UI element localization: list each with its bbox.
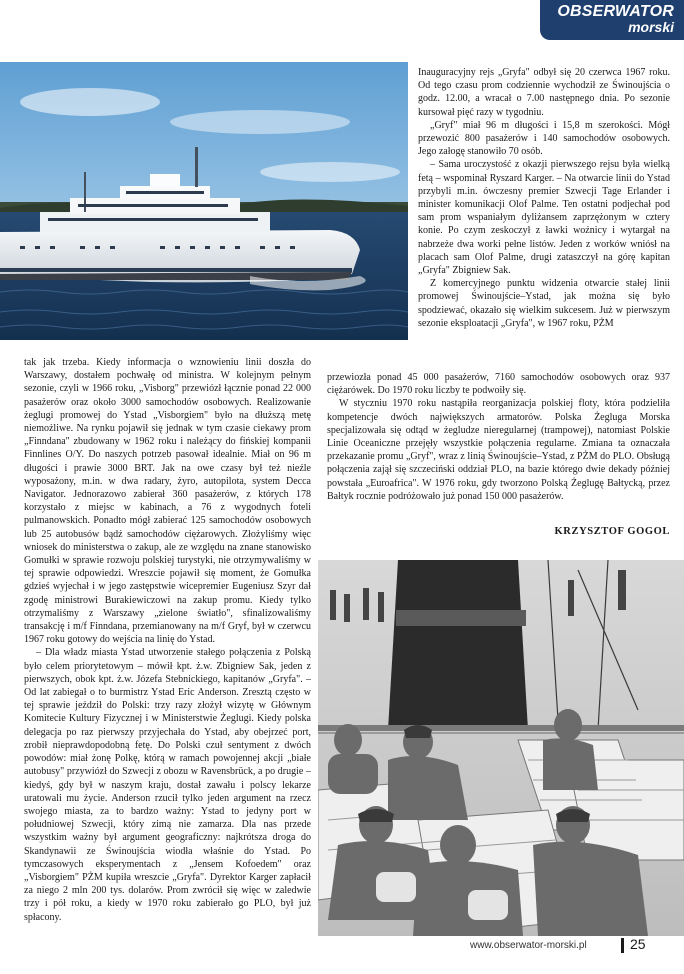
ferry-photo (0, 62, 408, 340)
ferry-photo-image (0, 62, 408, 340)
page-number: 25 (630, 936, 646, 952)
article-paragraph: przewiozła ponad 45 000 pasażerów, 7160 samochodów osobowych oraz 937 ciężarówek. Do 1970 roku liczby te podwoiły się. (327, 372, 670, 397)
article-paragraph: W styczniu 1970 roku nastąpiła reorganizacja polskiej floty, która podzieliła kompetencje dwóch największych armatorów. Polska Żegluga Morska specjalizowała się odtąd w żegludze nieregularnej (trampowej), natomiast Polskie Linie Oceaniczne przejęły wszystkie połączenia regularne. Zmiana ta oznaczała przekazanie promu „Gryf", wraz z linią Świnoujście–Ystad, z PŻM do PLO. Obsługą połączenia zajął się szczeciński oddział PLO, na bazie którego dwie dekady później powstała „Euroafrica". W 1976 roku, gdy tworzono Polską Żeglugę Bałtycką, przez Bałtyk rocznie podróżowało już ponad 150 000 pasażerów. (327, 398, 670, 502)
article-author: KRZYSZTOF GOGOL (554, 526, 670, 537)
article-paragraph: Inauguracyjny rejs „Gryfa" odbył się 20 czerwca 1967 roku. Od tego czasu prom codziennie wychodził ze Świnoujścia o godz. 12.00, a wracał o 7.00 następnego dnia. Po sezonie kursował pięć razy w tygodniu. (418, 67, 670, 118)
article-paragraph: Z komercyjnego punktu widzenia otwarcie stałej linii promowej Świnoujście–Ystad, jak można się było spodziewać, okazało się wielkim sukcesem. Już w pierwszym sezonie eksploatacji „Gryfa", w 1967 roku, PŻM (418, 278, 670, 329)
deck-passengers-photo (318, 560, 684, 936)
article-column-left (24, 356, 311, 936)
deck-passengers-photo-image (318, 560, 684, 936)
masthead-brand-line1: OBSERWATOR (557, 3, 674, 20)
article-column-right-top (418, 66, 670, 371)
masthead-brand-line2: morski (628, 19, 674, 35)
article-paragraph: „Gryf" miał 96 m długości i 15,8 m szerokości. Mógł przewozić 800 pasażerów i 140 samochodów osobowych. Jego załogę stanowiło 70 osób. (418, 119, 670, 158)
footer-website-url: www.obserwator-morski.pl (470, 940, 587, 951)
article-paragraph: – Sama uroczystość z okazji pierwszego rejsu była wielką fetą – wspominał Ryszard Karger. – Na otwarcie linii do Ystad przybyli m.in. ówczesny premier Szwecji Tage Erlander i minister komunikacji Olof Palme. Ten ostatni podjechał pod sam prom wspaniałym dyliżansem zaprzężonym w cztery konie. Po czym zeskoczył z ławki woźnicy i wytargał na nabrzeże dwa worki pełne listów. Jeden z worków wniósł na placach sam Olof Palme, drugi zataszczył na górę kapitan „Gryfa" Zbigniew Sak. (418, 159, 670, 277)
article-paragraph: tak jak trzeba. Kiedy informacja o wznowieniu linii doszła do Warszawy, dostałem pochwałę od ministra. W kolejnym pełnym sezonie, czyli w 1966 roku, „Visborg" przewiózł łącznie ponad 22 000 pasażerów oraz około 3000 samochodów osobowych. Realizowanie żeglugi promowej do Ystad „Visborgiem" było na dłuższą metę niemożliwe. Na rynku pojawił się jednak w tym czasie ciekawy prom „Finndana" zbudowany w 1962 roku i należący do fińskiej kompanii Finnlines O/Y. Do naszych potrzeb pasował idealnie. Miał on 96 m długości i prawie 3000 BRT. Jak na owe czasy był też nieźle wyposażony, m.in. w dwa radary, żyro, autopilota, system Decca Navigator. Jednorazowo zabierał 360 pasażerów, z których 178 korzystało z miejsc w kabinach, a 76 z wygodnych foteli pulmanowskich. Ponadto mógł zabierać 125 samochodów osobowych lub 25 autobusów bądź samochodów ciężarowych. Złożyliśmy więc wniosek do ministerstwa o zakup, ale ze względu na znane stanowisko Gomułki w sprawie rozwoju polskiej turystyki, nie otrzymywaliśmy w tej sprawie odpowiedzi. Wreszcie pojawił się moment, że Gomułka gdzieś wyjechał i w jego zastępstwie wicepremier Eugeniusz Szyr dał zgodę ministrowi Burakiewiczowi na zakup promu. Kiedy tylko otrzymaliśmy z Warszawy „zielone światło", sfinalizowaliśmy transakcję i m/f Finndana, przemianowany na m/f Gryf, był w czerwcu 1967 roku gotowy do wejścia na linię do Ystad. (24, 357, 311, 646)
article-paragraph: – Dla władz miasta Ystad utworzenie stałego połączenia z Polską było celem priorytetowym – mówił kpt. ż.w. Zbigniew Sak, jeden z pierwszych, obok kpt. ż.w. Józefa Stebnickiego, kapitanów „Gryfa". – Od lat zabiegał o to burmistrz Ystad Eric Anderson. Zresztą często w tej sprawie jeździł do Polski: trzy razy złożył wizytę w Głównym Komitecie Kultury Fizycznej i w Ministerstwie Żeglugi. Kiedy polska delegacja po raz pierwszy przyjechała do Ystad, aby obejrzeć port, zrobił nieprawdopodobną fetę. Do Polski czuł sentyment z dwóch powodów: miał żonę Polkę, którą w ramach powojennej akcji „białe autobusy" przywiózł do Szwecji z obozu w Ravensbrück, a po drugie – kiedyś, gdy był w naszym kraju, dostał zawału i polscy lekarze uratowali mu życie. Anderson rzucił tylko jeden argument na rzecz swojego miasta, za to bardzo ważny: Ystad to jedyny port w południowej Szwecji, który zimą nie zamarza. Dla nas przede wszystkim ważny był argument geograficzny: najkrótsza droga do Skandynawii ze Świnoujścia wiodła właśnie do Ystad. Po tymczasowych eksperymentach z „Jensem Kofoedem" oraz „Visborgiem" PŻM kupiła wreszcie „Gryfa". Dyrektor Karger zapłacił za niego 2 mln 200 tys. dolarów. Prom zwrócił się więc w zaledwie trzy i pół roku, a kiedy w 1970 roku zabierało go PLO, był już spłacony. (24, 647, 311, 923)
footer-divider (621, 938, 624, 953)
masthead-logo (540, 0, 684, 40)
article-column-right-middle (327, 371, 670, 521)
